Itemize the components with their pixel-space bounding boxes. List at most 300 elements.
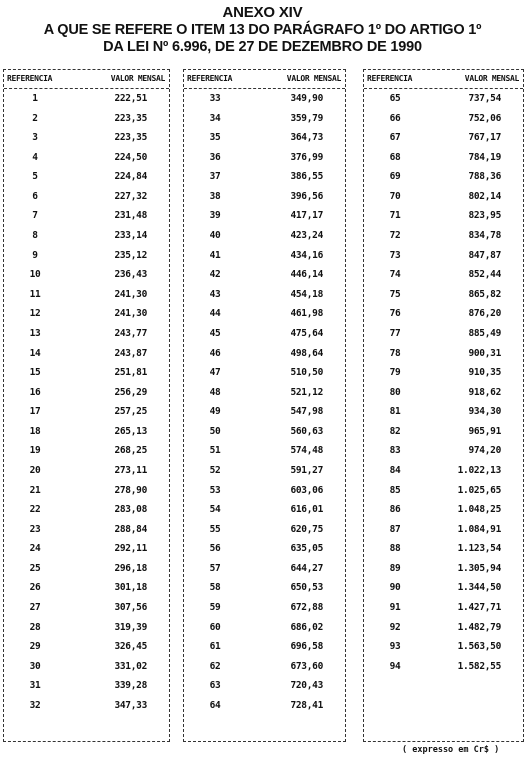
table-row (364, 187, 523, 207)
referencia-cell: 89 (389, 562, 401, 574)
valor-mensal-cell: 359,79 (290, 112, 323, 124)
referencia-cell: 43 (209, 288, 221, 300)
referencia-cell: 91 (389, 602, 401, 614)
table-header (364, 70, 523, 89)
table-row (364, 383, 523, 403)
referencia-cell: 54 (209, 504, 221, 516)
referencia-cell: 85 (389, 484, 401, 496)
table-rows (4, 89, 169, 716)
referencia-cell: 20 (29, 464, 41, 476)
table-row (184, 696, 345, 716)
valor-mensal-cell: 852,44 (468, 269, 501, 281)
referencia-cell: 79 (389, 367, 401, 379)
referencia-cell: 45 (209, 327, 221, 339)
valor-mensal-cell: 454,18 (290, 288, 323, 300)
valor-mensal-cell: 900,31 (468, 347, 501, 359)
referencia-cell: 10 (29, 269, 41, 281)
referencia-cell: 82 (389, 425, 401, 437)
table-row (364, 441, 523, 461)
referencia-cell: 81 (389, 406, 401, 418)
table-row (4, 461, 169, 481)
referencia-cell: 22 (29, 504, 41, 516)
referencia-cell: 2 (32, 112, 38, 124)
table-row (4, 559, 169, 579)
table-row (4, 206, 169, 226)
table-row (4, 481, 169, 501)
table-row (184, 226, 345, 246)
referencia-cell: 59 (209, 602, 221, 614)
referencia-cell: 47 (209, 367, 221, 379)
table-row (364, 481, 523, 501)
table-row (184, 657, 345, 677)
valor-mensal-cell: 347,33 (114, 699, 147, 711)
referencia-cell: 3 (32, 132, 38, 144)
table-row (364, 402, 523, 422)
referencia-cell: 80 (389, 386, 401, 398)
valor-mensal-cell: 227,32 (114, 190, 147, 202)
column-header-referencia: REFERENCIA (7, 74, 53, 83)
referencia-cell: 62 (209, 660, 221, 672)
table-row (364, 148, 523, 168)
salary-table-2 (183, 69, 346, 742)
table-row (4, 187, 169, 207)
referencia-cell: 41 (209, 249, 221, 261)
valor-mensal-cell: 231,48 (114, 210, 147, 222)
valor-mensal-cell: 802,14 (468, 190, 501, 202)
valor-mensal-cell: 834,78 (468, 230, 501, 242)
valor-mensal-cell: 620,75 (290, 523, 323, 535)
valor-mensal-cell: 434,16 (290, 249, 323, 261)
salary-table-3 (363, 69, 524, 742)
referencia-cell: 39 (209, 210, 221, 222)
valor-mensal-cell: 910,35 (468, 367, 501, 379)
referencia-cell: 7 (32, 210, 38, 222)
valor-mensal-cell: 265,13 (114, 425, 147, 437)
valor-mensal-cell: 616,01 (290, 504, 323, 516)
table-row (4, 363, 169, 383)
table-rows (364, 89, 523, 676)
valor-mensal-cell: 788,36 (468, 171, 501, 183)
referencia-cell: 35 (209, 132, 221, 144)
referencia-cell: 90 (389, 582, 401, 594)
referencia-cell: 6 (32, 190, 38, 202)
valor-mensal-cell: 1.048,25 (457, 504, 501, 516)
table-row (4, 657, 169, 677)
valor-mensal-cell: 423,24 (290, 230, 323, 242)
valor-mensal-cell: 1.427,71 (457, 602, 501, 614)
table-row (184, 128, 345, 148)
valor-mensal-cell: 236,43 (114, 269, 147, 281)
table-row (4, 422, 169, 442)
referencia-cell: 16 (29, 386, 41, 398)
table-row (364, 363, 523, 383)
referencia-cell: 76 (389, 308, 401, 320)
referencia-cell: 31 (29, 680, 41, 692)
table-row (4, 109, 169, 129)
table-row (364, 559, 523, 579)
referencia-cell: 34 (209, 112, 221, 124)
table-row (184, 402, 345, 422)
referencia-cell: 67 (389, 132, 401, 144)
table-row (184, 187, 345, 207)
table-row (4, 148, 169, 168)
table-row (4, 128, 169, 148)
referencia-cell: 42 (209, 269, 221, 281)
table-row (364, 618, 523, 638)
valor-mensal-cell: 1.563,50 (457, 641, 501, 653)
valor-mensal-cell: 784,19 (468, 151, 501, 163)
table-row (184, 481, 345, 501)
table-row (184, 148, 345, 168)
valor-mensal-cell: 823,95 (468, 210, 501, 222)
referencia-cell: 26 (29, 582, 41, 594)
table-row (4, 246, 169, 266)
table-row (184, 461, 345, 481)
table-row (4, 285, 169, 305)
table-row (184, 89, 345, 109)
referencia-cell: 17 (29, 406, 41, 418)
valor-mensal-cell: 696,58 (290, 641, 323, 653)
table-row (364, 520, 523, 540)
referencia-cell: 88 (389, 543, 401, 555)
table-row (184, 109, 345, 129)
referencia-cell: 74 (389, 269, 401, 281)
annex-title: ANEXO XIV (222, 4, 303, 21)
table-row (4, 265, 169, 285)
valor-mensal-cell: 243,87 (114, 347, 147, 359)
table-row (184, 167, 345, 187)
valor-mensal-cell: 273,11 (114, 464, 147, 476)
table-row (184, 618, 345, 638)
table-row (4, 578, 169, 598)
valor-mensal-cell: 876,20 (468, 308, 501, 320)
table-row (184, 383, 345, 403)
table-row (4, 344, 169, 364)
referencia-cell: 83 (389, 445, 401, 457)
column-header-valor-mensal: VALOR MENSAL (110, 74, 165, 83)
table-row (364, 89, 523, 109)
table-row (184, 206, 345, 226)
valor-mensal-cell: 510,50 (290, 367, 323, 379)
referencia-cell: 92 (389, 621, 401, 633)
valor-mensal-cell: 256,29 (114, 386, 147, 398)
referencia-cell: 9 (32, 249, 38, 261)
valor-mensal-cell: 461,98 (290, 308, 323, 320)
valor-mensal-cell: 560,63 (290, 425, 323, 437)
valor-mensal-cell: 257,25 (114, 406, 147, 418)
valor-mensal-cell: 319,39 (114, 621, 147, 633)
table-row (184, 265, 345, 285)
table-row (364, 598, 523, 618)
referencia-cell: 75 (389, 288, 401, 300)
valor-mensal-cell: 224,50 (114, 151, 147, 163)
valor-mensal-cell: 521,12 (290, 386, 323, 398)
valor-mensal-cell: 339,28 (114, 680, 147, 692)
column-header-referencia: REFERENCIA (367, 74, 413, 83)
valor-mensal-cell: 934,30 (468, 406, 501, 418)
valor-mensal-cell: 1.305,94 (457, 562, 501, 574)
table-row (4, 441, 169, 461)
valor-mensal-cell: 847,87 (468, 249, 501, 261)
valor-mensal-cell: 235,12 (114, 249, 147, 261)
valor-mensal-cell: 1.123,54 (457, 543, 501, 555)
table-row (184, 304, 345, 324)
table-row (184, 539, 345, 559)
referencia-cell: 36 (209, 151, 221, 163)
currency-note: ( expresso em Cr$ ) (402, 745, 500, 755)
referencia-cell: 25 (29, 562, 41, 574)
referencia-cell: 37 (209, 171, 221, 183)
valor-mensal-cell: 1.025,65 (457, 484, 501, 496)
referencia-cell: 33 (209, 93, 221, 104)
valor-mensal-cell: 223,35 (114, 112, 147, 124)
referencia-cell: 51 (209, 445, 221, 457)
valor-mensal-cell: 241,30 (114, 308, 147, 320)
referencia-cell: 94 (389, 660, 401, 672)
referencia-cell: 40 (209, 230, 221, 242)
table-rows (184, 89, 345, 716)
referencia-cell: 38 (209, 190, 221, 202)
valor-mensal-cell: 376,99 (290, 151, 323, 163)
valor-mensal-cell: 974,20 (468, 445, 501, 457)
referencia-cell: 30 (29, 660, 41, 672)
annex-subtitle-line2: DA LEI Nº 6.996, DE 27 DE DEZEMBRO DE 1990 (103, 39, 422, 55)
valor-mensal-cell: 326,45 (114, 641, 147, 653)
referencia-cell: 53 (209, 484, 221, 496)
referencia-cell: 46 (209, 347, 221, 359)
table-row (364, 539, 523, 559)
valor-mensal-cell: 223,35 (114, 132, 147, 144)
table-row (4, 402, 169, 422)
referencia-cell: 21 (29, 484, 41, 496)
table-row (184, 324, 345, 344)
valor-mensal-cell: 1.582,55 (457, 660, 501, 672)
referencia-cell: 69 (389, 171, 401, 183)
valor-mensal-cell: 301,18 (114, 582, 147, 594)
salary-table-1 (3, 69, 170, 742)
table-row (184, 285, 345, 305)
valor-mensal-cell: 251,81 (114, 367, 147, 379)
table-row (364, 246, 523, 266)
table-row (364, 637, 523, 657)
valor-mensal-cell: 728,41 (290, 699, 323, 711)
table-row (184, 578, 345, 598)
table-row (4, 89, 169, 109)
referencia-cell: 73 (389, 249, 401, 261)
valor-mensal-cell: 720,43 (290, 680, 323, 692)
valor-mensal-cell: 307,56 (114, 602, 147, 614)
table-row (4, 520, 169, 540)
referencia-cell: 11 (29, 288, 41, 300)
referencia-cell: 56 (209, 543, 221, 555)
referencia-cell: 60 (209, 621, 221, 633)
referencia-cell: 8 (32, 230, 38, 242)
valor-mensal-cell: 278,90 (114, 484, 147, 496)
valor-mensal-cell: 865,82 (468, 288, 501, 300)
table-row (4, 598, 169, 618)
referencia-cell: 49 (209, 406, 221, 418)
table-row (4, 500, 169, 520)
table-row (184, 344, 345, 364)
referencia-cell: 72 (389, 230, 401, 242)
valor-mensal-cell: 364,73 (290, 132, 323, 144)
referencia-cell: 71 (389, 210, 401, 222)
valor-mensal-cell: 243,77 (114, 327, 147, 339)
referencia-cell: 14 (29, 347, 41, 359)
valor-mensal-cell: 686,02 (290, 621, 323, 633)
table-row (364, 324, 523, 344)
valor-mensal-cell: 635,05 (290, 543, 323, 555)
table-row (184, 559, 345, 579)
table-row (184, 441, 345, 461)
valor-mensal-cell: 331,02 (114, 660, 147, 672)
valor-mensal-cell: 965,91 (468, 425, 501, 437)
referencia-cell: 12 (29, 308, 41, 320)
table-row (364, 344, 523, 364)
valor-mensal-cell: 498,64 (290, 347, 323, 359)
valor-mensal-cell: 737,54 (468, 93, 501, 104)
table-row (184, 363, 345, 383)
table-row (364, 265, 523, 285)
table-row (4, 618, 169, 638)
table-header (184, 70, 345, 89)
valor-mensal-cell: 650,53 (290, 582, 323, 594)
valor-mensal-cell: 224,84 (114, 171, 147, 183)
referencia-cell: 18 (29, 425, 41, 437)
column-header-referencia: REFERENCIA (187, 74, 233, 83)
referencia-cell: 52 (209, 464, 221, 476)
valor-mensal-cell: 283,08 (114, 504, 147, 516)
table-row (364, 422, 523, 442)
table-row (364, 500, 523, 520)
referencia-cell: 78 (389, 347, 401, 359)
referencia-cell: 93 (389, 641, 401, 653)
referencia-cell: 55 (209, 523, 221, 535)
referencia-cell: 66 (389, 112, 401, 124)
table-row (4, 637, 169, 657)
table-row (184, 676, 345, 696)
referencia-cell: 44 (209, 308, 221, 320)
table-row (184, 598, 345, 618)
referencia-cell: 28 (29, 621, 41, 633)
valor-mensal-cell: 241,30 (114, 288, 147, 300)
table-row (364, 461, 523, 481)
referencia-cell: 24 (29, 543, 41, 555)
referencia-cell: 27 (29, 602, 41, 614)
table-row (364, 285, 523, 305)
table-row (184, 500, 345, 520)
referencia-cell: 64 (209, 699, 221, 711)
table-row (364, 657, 523, 677)
valor-mensal-cell: 644,27 (290, 562, 323, 574)
table-row (364, 206, 523, 226)
valor-mensal-cell: 349,90 (290, 93, 323, 104)
referencia-cell: 32 (29, 699, 41, 711)
table-row (4, 539, 169, 559)
valor-mensal-cell: 672,88 (290, 602, 323, 614)
valor-mensal-cell: 752,06 (468, 112, 501, 124)
referencia-cell: 13 (29, 327, 41, 339)
valor-mensal-cell: 767,17 (468, 132, 501, 144)
table-row (184, 637, 345, 657)
valor-mensal-cell: 288,84 (114, 523, 147, 535)
referencia-cell: 1 (32, 93, 38, 104)
referencia-cell: 29 (29, 641, 41, 653)
table-row (4, 167, 169, 187)
referencia-cell: 5 (32, 171, 38, 183)
referencia-cell: 87 (389, 523, 401, 535)
referencia-cell: 68 (389, 151, 401, 163)
referencia-cell: 15 (29, 367, 41, 379)
valor-mensal-cell: 1.344,50 (457, 582, 501, 594)
referencia-cell: 19 (29, 445, 41, 457)
valor-mensal-cell: 222,51 (114, 93, 147, 104)
referencia-cell: 84 (389, 464, 401, 476)
table-header (4, 70, 169, 89)
table-row (364, 226, 523, 246)
table-row (364, 578, 523, 598)
valor-mensal-cell: 268,25 (114, 445, 147, 457)
valor-mensal-cell: 547,98 (290, 406, 323, 418)
referencia-cell: 48 (209, 386, 221, 398)
valor-mensal-cell: 885,49 (468, 327, 501, 339)
table-row (4, 383, 169, 403)
table-row (4, 226, 169, 246)
table-row (4, 304, 169, 324)
referencia-cell: 65 (389, 93, 401, 104)
valor-mensal-cell: 603,06 (290, 484, 323, 496)
referencia-cell: 58 (209, 582, 221, 594)
referencia-cell: 4 (32, 151, 38, 163)
valor-mensal-cell: 591,27 (290, 464, 323, 476)
valor-mensal-cell: 446,14 (290, 269, 323, 281)
annex-subtitle-line1: A QUE SE REFERE O ITEM 13 DO PARÁGRAFO 1º DO ARTIGO 1º (43, 22, 482, 38)
referencia-cell: 50 (209, 425, 221, 437)
referencia-cell: 77 (389, 327, 401, 339)
table-row (4, 696, 169, 716)
table-row (364, 304, 523, 324)
valor-mensal-cell: 292,11 (114, 543, 147, 555)
referencia-cell: 63 (209, 680, 221, 692)
valor-mensal-cell: 1.084,91 (457, 523, 501, 535)
table-row (364, 128, 523, 148)
column-header-valor-mensal: VALOR MENSAL (286, 74, 341, 83)
column-header-valor-mensal: VALOR MENSAL (464, 74, 519, 83)
table-row (4, 324, 169, 344)
valor-mensal-cell: 386,55 (290, 171, 323, 183)
valor-mensal-cell: 1.022,13 (457, 464, 501, 476)
valor-mensal-cell: 233,14 (114, 230, 147, 242)
referencia-cell: 23 (29, 523, 41, 535)
table-row (364, 109, 523, 129)
table-row (184, 422, 345, 442)
valor-mensal-cell: 475,64 (290, 327, 323, 339)
referencia-cell: 61 (209, 641, 221, 653)
referencia-cell: 57 (209, 562, 221, 574)
table-row (184, 246, 345, 266)
table-row (184, 520, 345, 540)
table-row (4, 676, 169, 696)
valor-mensal-cell: 396,56 (290, 190, 323, 202)
table-row (364, 167, 523, 187)
valor-mensal-cell: 918,62 (468, 386, 501, 398)
valor-mensal-cell: 1.482,79 (457, 621, 501, 633)
referencia-cell: 86 (389, 504, 401, 516)
valor-mensal-cell: 417,17 (290, 210, 323, 222)
valor-mensal-cell: 574,48 (290, 445, 323, 457)
valor-mensal-cell: 673,60 (290, 660, 323, 672)
valor-mensal-cell: 296,18 (114, 562, 147, 574)
